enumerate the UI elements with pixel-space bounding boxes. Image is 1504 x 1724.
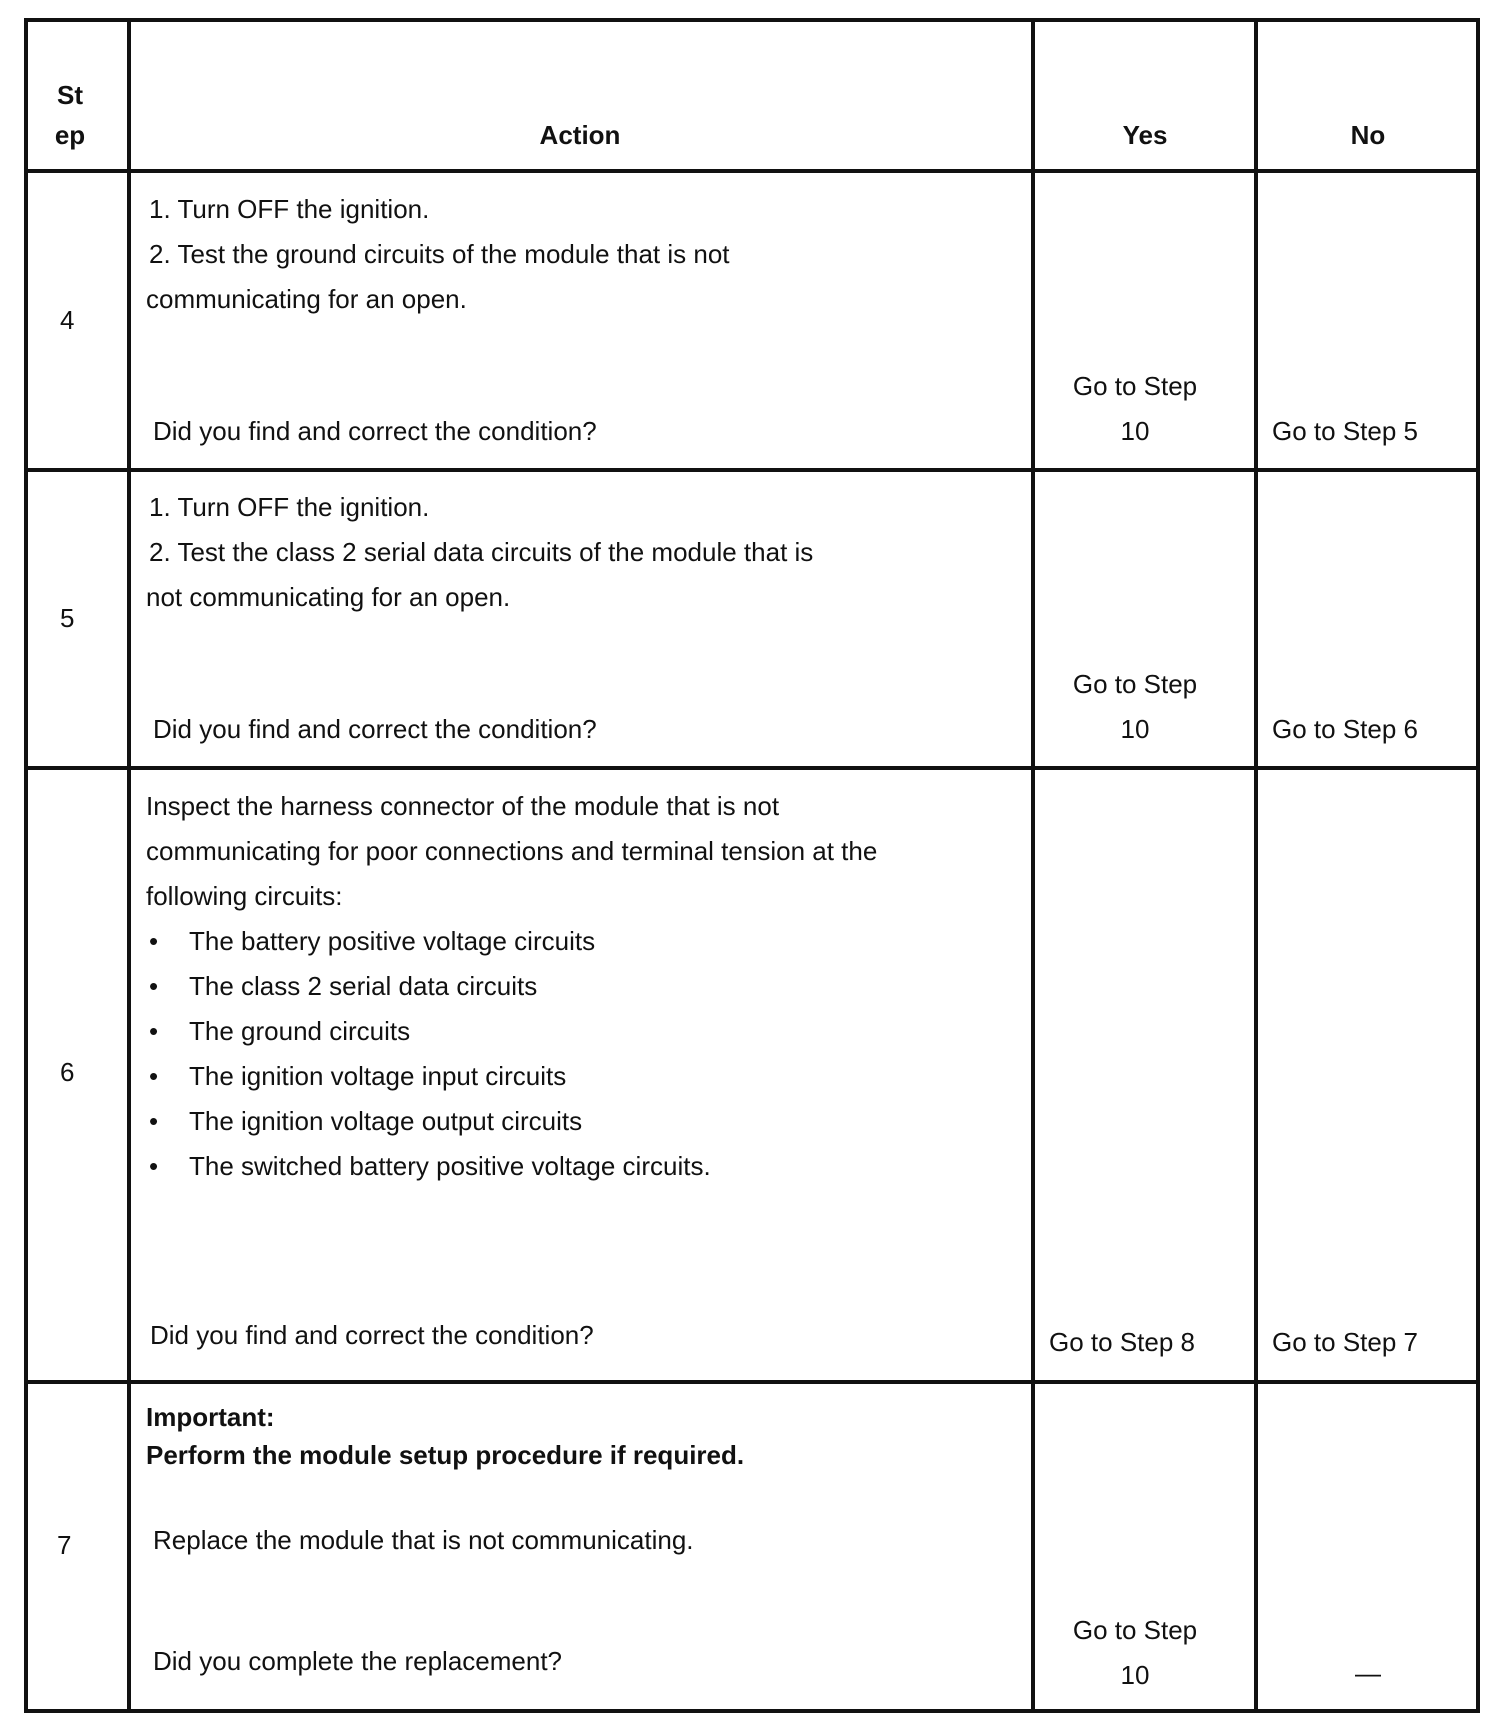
row-divider bbox=[25, 1380, 1477, 1384]
bullet-text: The ground circuits bbox=[189, 1016, 411, 1046]
action-intro: communicating for poor connections and terminal tension at the bbox=[146, 836, 878, 866]
bullet-marker: • bbox=[149, 1016, 159, 1046]
yes-cell-line2: 10 bbox=[1120, 1660, 1150, 1690]
column-divider bbox=[1254, 18, 1258, 1713]
yes-cell: Go to Step 8 bbox=[1049, 1327, 1195, 1357]
no-cell: — bbox=[1355, 1658, 1381, 1688]
bullet-marker: • bbox=[149, 1106, 159, 1136]
bullet-marker: • bbox=[149, 971, 159, 1001]
bullet-text: The battery positive voltage circuits bbox=[189, 926, 596, 956]
table-border-top bbox=[25, 18, 1477, 22]
action-question: Did you find and correct the condition? bbox=[153, 416, 597, 446]
important-text: Perform the module setup procedure if required. bbox=[146, 1440, 745, 1470]
header-action: Action bbox=[539, 120, 621, 150]
bullet-marker: • bbox=[149, 1061, 159, 1091]
no-cell: Go to Step 6 bbox=[1272, 714, 1418, 744]
action-question: Did you find and correct the condition? bbox=[150, 1320, 594, 1350]
action-text: communicating for an open. bbox=[146, 284, 467, 314]
bullet-item bbox=[149, 1151, 711, 1181]
bullet-marker: • bbox=[149, 926, 159, 956]
action-instruction: Replace the module that is not communicating. bbox=[153, 1525, 694, 1555]
yes-cell-line2: 10 bbox=[1120, 416, 1150, 446]
header-no: No bbox=[1350, 120, 1386, 150]
header-yes: Yes bbox=[1122, 120, 1168, 150]
step-number: 7 bbox=[57, 1530, 72, 1560]
step-number: 6 bbox=[60, 1057, 75, 1087]
yes-cell-line1: Go to Step bbox=[1072, 1615, 1198, 1645]
bullet-marker: • bbox=[149, 1151, 159, 1181]
action-intro: Inspect the harness connector of the module that is not bbox=[146, 791, 780, 821]
no-cell: Go to Step 5 bbox=[1272, 416, 1418, 446]
action-item: 1. Turn OFF the ignition. bbox=[149, 492, 430, 522]
action-item: 2. Test the class 2 serial data circuits of the module that is bbox=[149, 537, 814, 567]
header-step-line1: St bbox=[57, 80, 83, 110]
yes-cell-line2: 10 bbox=[1120, 714, 1150, 744]
yes-cell-line1: Go to Step bbox=[1072, 669, 1198, 699]
important-label: Important: bbox=[146, 1402, 275, 1432]
bullet-item bbox=[149, 971, 537, 1001]
row-divider bbox=[25, 468, 1477, 472]
header-divider bbox=[25, 169, 1477, 173]
table-border-right bbox=[1476, 18, 1480, 1713]
row-divider bbox=[25, 766, 1477, 770]
column-divider bbox=[127, 18, 131, 1713]
bullet-text: The ignition voltage output circuits bbox=[189, 1106, 583, 1136]
action-intro: following circuits: bbox=[146, 881, 343, 911]
bullet-text: The ignition voltage input circuits bbox=[189, 1061, 567, 1091]
action-question: Did you complete the replacement? bbox=[153, 1646, 563, 1676]
bullet-item bbox=[149, 926, 595, 956]
bullet-text: The class 2 serial data circuits bbox=[189, 971, 538, 1001]
step-number: 4 bbox=[60, 305, 75, 335]
action-item: 1. Turn OFF the ignition. bbox=[149, 194, 430, 224]
action-text: not communicating for an open. bbox=[146, 582, 511, 612]
column-divider bbox=[1031, 18, 1035, 1713]
table-border-left bbox=[24, 18, 28, 1713]
action-item: 2. Test the ground circuits of the module that is not bbox=[149, 239, 730, 269]
bullet-item bbox=[149, 1106, 582, 1136]
bullet-item bbox=[149, 1061, 566, 1091]
bullet-text: The switched battery positive voltage circuits. bbox=[189, 1151, 711, 1181]
no-cell: Go to Step 7 bbox=[1272, 1327, 1418, 1357]
header-step-line2: ep bbox=[54, 120, 86, 150]
bullet-item bbox=[149, 1016, 410, 1046]
table-border-bottom bbox=[25, 1709, 1477, 1713]
step-number: 5 bbox=[60, 603, 75, 633]
yes-cell-line1: Go to Step bbox=[1072, 371, 1198, 401]
action-question: Did you find and correct the condition? bbox=[153, 714, 597, 744]
